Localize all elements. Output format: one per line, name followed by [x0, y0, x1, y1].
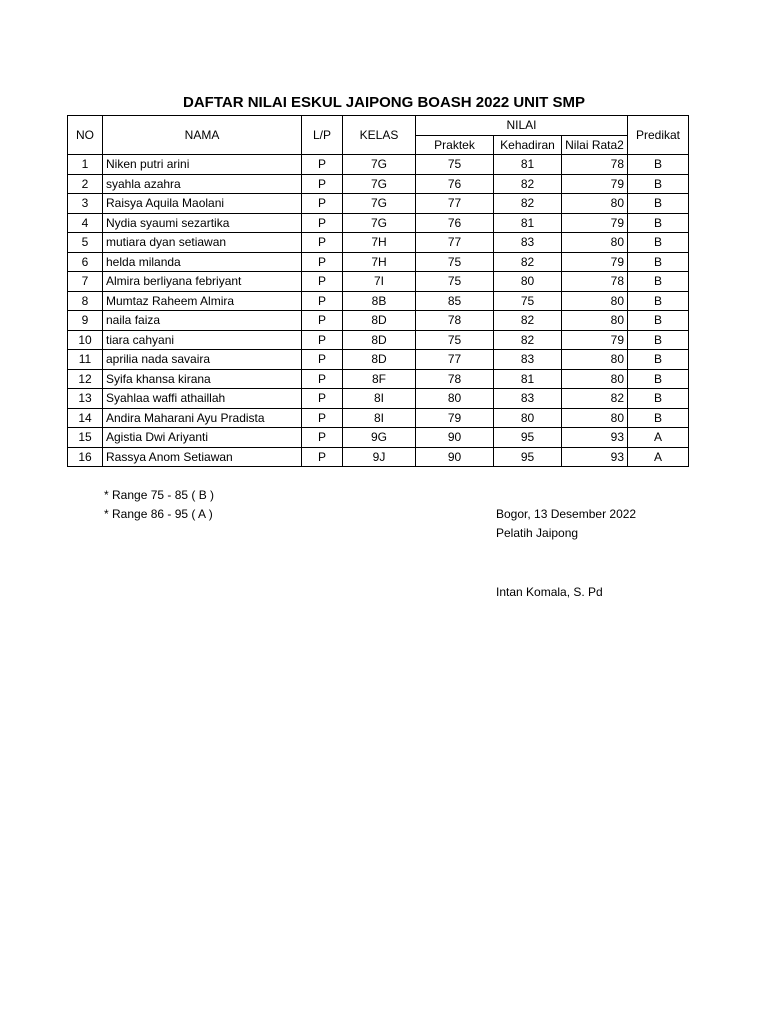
- cell-predikat: B: [628, 155, 689, 175]
- cell-rata: 79: [562, 330, 628, 350]
- cell-kehadiran: 82: [494, 311, 562, 331]
- cell-praktek: 75: [416, 272, 494, 292]
- cell-kelas: 8F: [343, 369, 416, 389]
- cell-nama: Syifa khansa kirana: [103, 369, 302, 389]
- cell-rata: 79: [562, 213, 628, 233]
- cell-kehadiran: 82: [494, 194, 562, 214]
- signature-name: Intan Komala, S. Pd: [496, 585, 603, 599]
- cell-rata: 93: [562, 447, 628, 467]
- cell-rata: 80: [562, 291, 628, 311]
- cell-no: 8: [68, 291, 103, 311]
- cell-no: 10: [68, 330, 103, 350]
- cell-no: 9: [68, 311, 103, 331]
- note-range-b: * Range 75 - 85 ( B ): [104, 488, 215, 502]
- cell-praktek: 77: [416, 194, 494, 214]
- cell-rata: 80: [562, 408, 628, 428]
- header-lp: L/P: [302, 116, 343, 155]
- cell-predikat: B: [628, 330, 689, 350]
- cell-nama: aprilia nada savaira: [103, 350, 302, 370]
- cell-kelas: 7G: [343, 194, 416, 214]
- cell-nama: Nydia syaumi sezartika: [103, 213, 302, 233]
- cell-kehadiran: 82: [494, 252, 562, 272]
- cell-lp: P: [302, 330, 343, 350]
- cell-lp: P: [302, 389, 343, 409]
- cell-no: 16: [68, 447, 103, 467]
- cell-kehadiran: 80: [494, 408, 562, 428]
- cell-no: 1: [68, 155, 103, 175]
- cell-rata: 80: [562, 233, 628, 253]
- cell-kelas: 7G: [343, 155, 416, 175]
- cell-rata: 82: [562, 389, 628, 409]
- cell-nama: Syahlaa waffi athaillah: [103, 389, 302, 409]
- cell-kelas: 7I: [343, 272, 416, 292]
- cell-kehadiran: 81: [494, 213, 562, 233]
- cell-praktek: 85: [416, 291, 494, 311]
- cell-no: 15: [68, 428, 103, 448]
- cell-lp: P: [302, 311, 343, 331]
- table-row: [68, 330, 689, 350]
- document-title: DAFTAR NILAI ESKUL JAIPONG BOASH 2022 UNIT SMP: [183, 94, 585, 111]
- header-rata: Nilai Rata2: [562, 135, 628, 155]
- cell-kelas: 8I: [343, 389, 416, 409]
- table-row: [68, 252, 689, 272]
- cell-kehadiran: 81: [494, 155, 562, 175]
- cell-kelas: 9J: [343, 447, 416, 467]
- cell-praktek: 77: [416, 233, 494, 253]
- cell-kehadiran: 83: [494, 389, 562, 409]
- cell-nama: Almira berliyana febriyant: [103, 272, 302, 292]
- table-row: [68, 350, 689, 370]
- cell-lp: P: [302, 155, 343, 175]
- header-nilai: NILAI: [416, 116, 628, 136]
- cell-predikat: B: [628, 174, 689, 194]
- cell-no: 4: [68, 213, 103, 233]
- cell-lp: P: [302, 272, 343, 292]
- cell-rata: 78: [562, 272, 628, 292]
- cell-predikat: B: [628, 311, 689, 331]
- cell-rata: 79: [562, 252, 628, 272]
- grades-body: [68, 155, 689, 467]
- cell-predikat: A: [628, 447, 689, 467]
- cell-no: 11: [68, 350, 103, 370]
- cell-kelas: 8D: [343, 311, 416, 331]
- cell-kelas: 8D: [343, 330, 416, 350]
- cell-lp: P: [302, 252, 343, 272]
- cell-nama: syahla azahra: [103, 174, 302, 194]
- header-nama: NAMA: [103, 116, 302, 155]
- cell-lp: P: [302, 291, 343, 311]
- cell-kehadiran: 95: [494, 428, 562, 448]
- cell-no: 14: [68, 408, 103, 428]
- table-row: [68, 194, 689, 214]
- cell-kelas: 8B: [343, 291, 416, 311]
- table-row: [68, 291, 689, 311]
- cell-no: 13: [68, 389, 103, 409]
- table-row: [68, 389, 689, 409]
- cell-kehadiran: 83: [494, 350, 562, 370]
- cell-kehadiran: 95: [494, 447, 562, 467]
- cell-kehadiran: 82: [494, 174, 562, 194]
- table-row: [68, 428, 689, 448]
- note-range-a: * Range 86 - 95 ( A ): [104, 507, 213, 521]
- table-row: [68, 311, 689, 331]
- header-praktek: Praktek: [416, 135, 494, 155]
- cell-nama: Niken putri arini: [103, 155, 302, 175]
- cell-rata: 80: [562, 311, 628, 331]
- cell-nama: Rassya Anom Setiawan: [103, 447, 302, 467]
- cell-predikat: B: [628, 233, 689, 253]
- header-predikat: Predikat: [628, 116, 689, 155]
- grades-table: [67, 115, 689, 467]
- cell-rata: 80: [562, 350, 628, 370]
- cell-kelas: 7G: [343, 174, 416, 194]
- cell-kehadiran: 75: [494, 291, 562, 311]
- cell-praktek: 75: [416, 155, 494, 175]
- cell-nama: helda milanda: [103, 252, 302, 272]
- header-no: NO: [68, 116, 103, 155]
- cell-nama: tiara cahyani: [103, 330, 302, 350]
- cell-kehadiran: 80: [494, 272, 562, 292]
- cell-lp: P: [302, 369, 343, 389]
- cell-predikat: B: [628, 350, 689, 370]
- table-row: [68, 155, 689, 175]
- table-row: [68, 369, 689, 389]
- cell-predikat: B: [628, 194, 689, 214]
- cell-kelas: 7G: [343, 213, 416, 233]
- cell-predikat: B: [628, 389, 689, 409]
- table-row: [68, 408, 689, 428]
- cell-no: 6: [68, 252, 103, 272]
- cell-kelas: 8D: [343, 350, 416, 370]
- cell-kelas: 9G: [343, 428, 416, 448]
- cell-kelas: 7H: [343, 233, 416, 253]
- cell-nama: naila faiza: [103, 311, 302, 331]
- cell-rata: 78: [562, 155, 628, 175]
- signature-place-date: Bogor, 13 Desember 2022: [496, 507, 637, 521]
- cell-kehadiran: 81: [494, 369, 562, 389]
- cell-praktek: 76: [416, 174, 494, 194]
- cell-lp: P: [302, 194, 343, 214]
- cell-nama: Mumtaz Raheem Almira: [103, 291, 302, 311]
- cell-praktek: 77: [416, 350, 494, 370]
- cell-nama: Andira Maharani Ayu Pradista: [103, 408, 302, 428]
- header-kelas: KELAS: [343, 116, 416, 155]
- cell-nama: Raisya Aquila Maolani: [103, 194, 302, 214]
- cell-predikat: A: [628, 428, 689, 448]
- cell-praktek: 76: [416, 213, 494, 233]
- cell-lp: P: [302, 408, 343, 428]
- cell-praktek: 80: [416, 389, 494, 409]
- cell-kehadiran: 83: [494, 233, 562, 253]
- cell-no: 12: [68, 369, 103, 389]
- cell-praktek: 90: [416, 428, 494, 448]
- cell-lp: P: [302, 350, 343, 370]
- cell-praktek: 78: [416, 369, 494, 389]
- cell-lp: P: [302, 213, 343, 233]
- table-row: [68, 174, 689, 194]
- table-row: [68, 213, 689, 233]
- cell-kelas: 7H: [343, 252, 416, 272]
- table-row: [68, 233, 689, 253]
- cell-no: 3: [68, 194, 103, 214]
- cell-praktek: 78: [416, 311, 494, 331]
- cell-predikat: B: [628, 408, 689, 428]
- cell-no: 5: [68, 233, 103, 253]
- cell-predikat: B: [628, 213, 689, 233]
- cell-kelas: 8I: [343, 408, 416, 428]
- cell-lp: P: [302, 233, 343, 253]
- cell-praktek: 79: [416, 408, 494, 428]
- cell-nama: mutiara dyan setiawan: [103, 233, 302, 253]
- table-row: [68, 447, 689, 467]
- cell-lp: P: [302, 447, 343, 467]
- cell-rata: 93: [562, 428, 628, 448]
- cell-predikat: B: [628, 252, 689, 272]
- header-kehadiran: Kehadiran: [494, 135, 562, 155]
- cell-predikat: B: [628, 369, 689, 389]
- cell-lp: P: [302, 174, 343, 194]
- cell-lp: P: [302, 428, 343, 448]
- cell-rata: 80: [562, 194, 628, 214]
- cell-nama: Agistia Dwi Ariyanti: [103, 428, 302, 448]
- cell-predikat: B: [628, 272, 689, 292]
- cell-no: 2: [68, 174, 103, 194]
- cell-praktek: 75: [416, 252, 494, 272]
- cell-praktek: 90: [416, 447, 494, 467]
- cell-rata: 80: [562, 369, 628, 389]
- cell-kehadiran: 82: [494, 330, 562, 350]
- signature-role: Pelatih Jaipong: [496, 526, 579, 540]
- cell-rata: 79: [562, 174, 628, 194]
- cell-praktek: 75: [416, 330, 494, 350]
- cell-predikat: B: [628, 291, 689, 311]
- table-row: [68, 272, 689, 292]
- cell-no: 7: [68, 272, 103, 292]
